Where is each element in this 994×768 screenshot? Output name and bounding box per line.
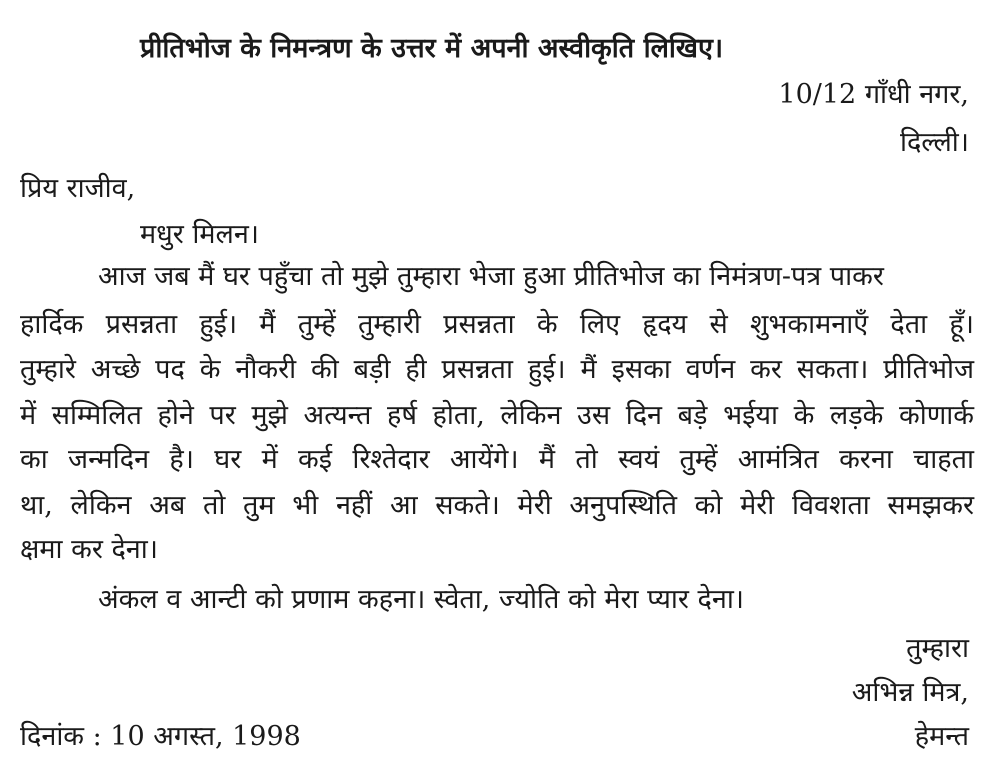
body-line-4: में सम्मिलित होने पर मुझे अत्यन्त हर्ष होता, लेकिन उस दिन बड़े भईया के लड़के कोणार्क: [20, 400, 974, 431]
letter-date: दिनांक : 10 अगस्त, 1998: [20, 721, 301, 752]
salutation: प्रिय राजीव,: [20, 173, 136, 204]
body-line-6: था, लेकिन अब तो तुम भी नहीं आ सकते। मेरी अनुपस्थिति को मेरी विवशता समझकर: [20, 490, 974, 521]
closing-line-2: अभिन्न मित्र,: [851, 677, 969, 708]
body-line-2: हार्दिक प्रसन्नता हुई। मैं तुम्हें तुम्हारी प्रसन्नता के लिए हृदय से शुभकामनाएँ देता हूँ।: [20, 309, 974, 340]
sender-name: हेमन्त: [914, 721, 969, 752]
body-line-1: आज जब मैं घर पहुँचा तो मुझे तुम्हारा भेजा हुआ प्रीतिभोज का निमंत्रण-पत्र पाकर: [98, 261, 884, 292]
regards-line: अंकल व आन्टी को प्रणाम कहना। स्वेता, ज्योति को मेरा प्यार देना।: [98, 584, 745, 615]
closing-line-1: तुम्हारा: [906, 633, 969, 664]
body-line-7: क्षमा कर देना।: [20, 534, 158, 565]
greeting: मधुर मिलन।: [140, 219, 260, 250]
body-line-3: तुम्हारे अच्छे पद के नौकरी की बड़ी ही प्रसन्नता हुई। मैं इसका वर्णन कर सकता। प्रीतिभोज: [20, 354, 974, 385]
address-line-2: दिल्ली।: [899, 127, 969, 158]
body-line-5: का जन्मदिन है। घर में कई रिश्तेदार आयेंगे। मैं तो स्वयं तुम्हें आमंत्रित करना चाहता: [20, 444, 974, 475]
address-line-1: 10/12 गाँधी नगर,: [778, 79, 969, 110]
page-title: प्रीतिभोज के निमन्त्रण के उत्तर में अपनी अस्वीकृति लिखिए।: [140, 33, 724, 64]
